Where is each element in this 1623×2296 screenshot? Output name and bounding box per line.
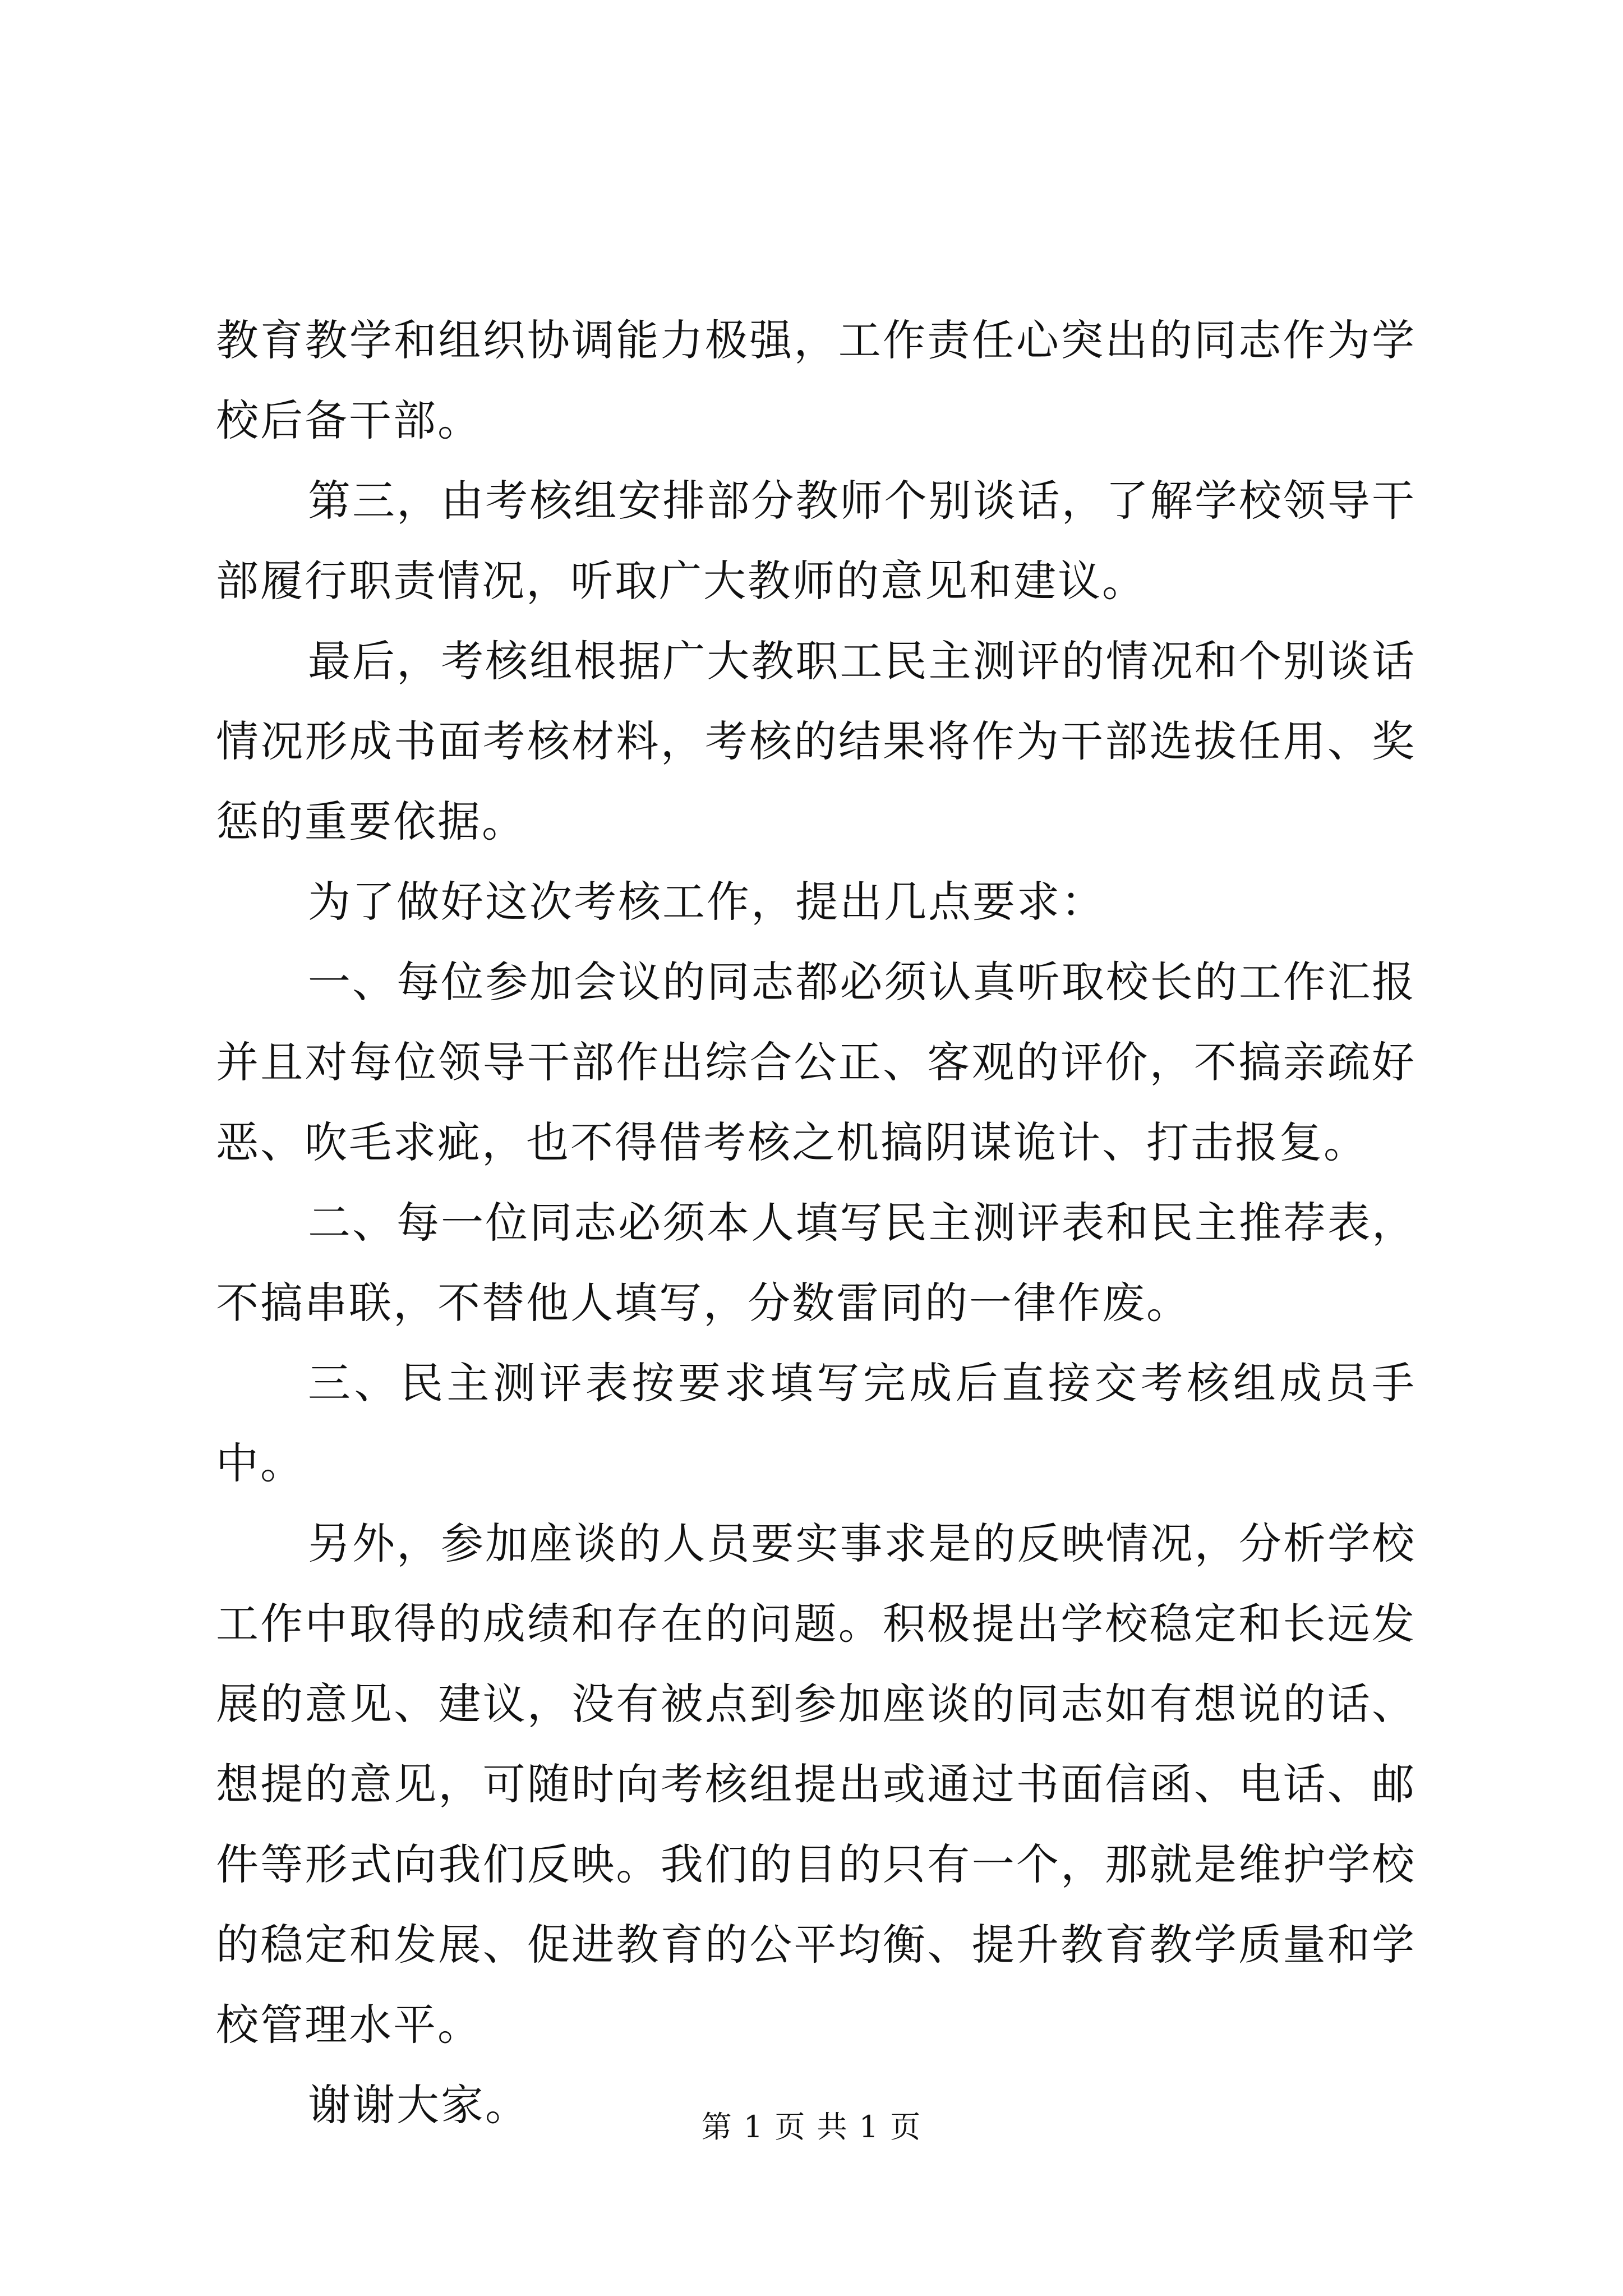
paragraph-final-step: 最后，考核组根据广大教职工民主测评的情况和个别谈话情况形成书面考核材料，考核的结果将作为干部选拔任用、奖惩的重要依据。 bbox=[216, 636, 1416, 846]
paragraph-third-step: 第三，由考核组安排部分教师个别谈话，了解学校领导干部履行职责情况，听取广大教师的意见和建议。 bbox=[216, 476, 1416, 606]
paragraph-requirements-intro: 为了做好这次考核工作，提出几点要求： bbox=[308, 877, 1105, 927]
paragraph-requirement-three: 三、民主测评表按要求填写完成后直接交考核组成员手中。 bbox=[216, 1358, 1416, 1488]
paragraph-additional-notes: 另外，参加座谈的人员要实事求是的反映情况，分析学校工作中取得的成绩和存在的问题。积极提出学校稳定和长远发展的意见、建议，没有被点到参加座谈的同志如有想说的话、想提的意见，可随时向考核组提出或通过书面信函、电话、邮件等形式向我们反映。我们的目的只有一个，那就是维护学校的稳定和发展、促进教育的公平均衡、提升教育教学质量和学校管理水平。 bbox=[216, 1519, 1416, 2050]
paragraph-reserve-cadres: 教育教学和组织协调能力极强，工作责任心突出的同志作为学校后备干部。 bbox=[216, 315, 1416, 445]
document-body bbox=[216, 300, 1416, 2145]
paragraph-closing: 谢谢大家。 bbox=[308, 2080, 529, 2130]
paragraph-requirement-two: 二、每一位同志必须本人填写民主测评表和民主推荐表，不搞串联，不替他人填写，分数雷同的一律作废。 bbox=[216, 1198, 1416, 1328]
page-number-footer: 第 1 页 共 1 页 bbox=[701, 2109, 922, 2145]
paragraph-requirement-one: 一、每位参加会议的同志都必须认真听取校长的工作汇报并且对每位领导干部作出综合公正、客观的评价，不搞亲疏好恶、吹毛求疵，也不得借考核之机搞阴谋诡计、打击报复。 bbox=[216, 957, 1416, 1167]
